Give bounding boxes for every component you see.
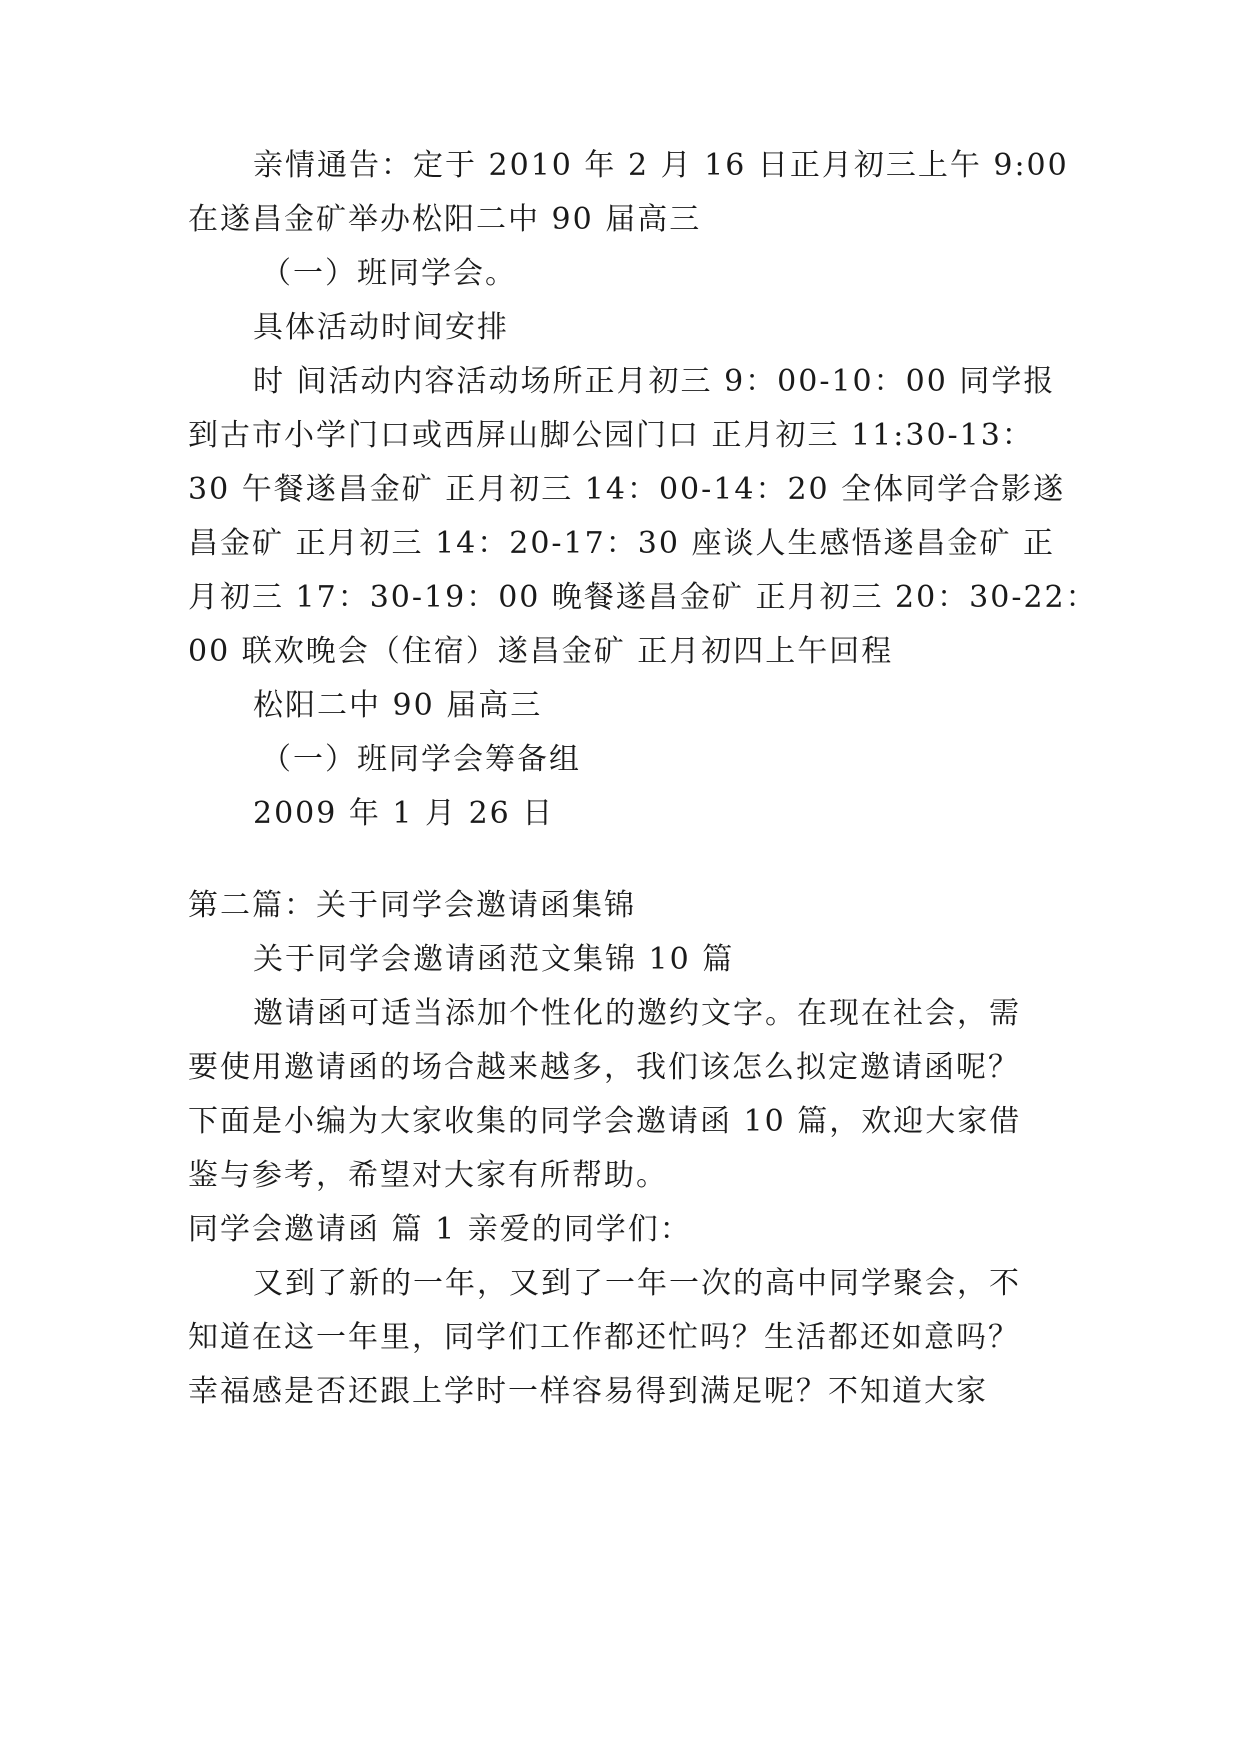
- notice-line-2: 在遂昌金矿举办松阳二中 90 届高三: [188, 202, 702, 237]
- letter-line-2: 知道在这一年里，同学们工作都还忙吗？生活都还如意吗？: [188, 1320, 1020, 1355]
- signature-date: 2009 年 1 月 26 日: [253, 796, 555, 831]
- signature-group: （一）班同学会筹备组: [261, 742, 581, 777]
- intro-line-3: 下面是小编为大家收集的同学会邀请函 10 篇，欢迎大家借: [188, 1104, 1022, 1139]
- notice-line-1: 亲情通告：定于 2010 年 2 月 16 日正月初三上午 9:00: [253, 148, 1069, 183]
- schedule-line-3: 30 午餐遂昌金矿 正月初三 14：00-14：20 全体同学合影遂: [188, 472, 1066, 507]
- schedule-line-4: 昌金矿 正月初三 14：20-17：30 座谈人生感悟遂昌金矿 正: [188, 526, 1055, 561]
- signature-school: 松阳二中 90 届高三: [253, 688, 543, 723]
- schedule-line-6: 00 联欢晚会（住宿）遂昌金矿 正月初四上午回程: [188, 634, 894, 669]
- intro-line-1: 邀请函可适当添加个性化的邀约文字。在现在社会，需: [253, 996, 1021, 1031]
- schedule-line-2: 到古市小学门口或西屏山脚公园门口 正月初三 11:30-13：: [188, 418, 1034, 453]
- section-heading: 第二篇：关于同学会邀请函集锦: [188, 888, 636, 923]
- class-line: （一）班同学会。: [261, 256, 517, 291]
- letter-line-3: 幸福感是否还跟上学时一样容易得到满足呢？不知道大家: [188, 1374, 988, 1409]
- letter-heading: 同学会邀请函 篇 1 亲爱的同学们：: [188, 1212, 692, 1247]
- intro-line-2: 要使用邀请函的场合越来越多，我们该怎么拟定邀请函呢？: [188, 1050, 1020, 1085]
- schedule-line-5: 月初三 17：30-19：00 晚餐遂昌金矿 正月初三 20：30-22：: [188, 580, 1098, 615]
- section-subtitle: 关于同学会邀请函范文集锦 10 篇: [253, 942, 735, 977]
- intro-line-4: 鉴与参考，希望对大家有所帮助。: [188, 1158, 668, 1193]
- schedule-heading: 具体活动时间安排: [253, 310, 509, 345]
- schedule-line-1: 时 间活动内容活动场所正月初三 9：00-10：00 同学报: [253, 364, 1056, 399]
- letter-line-1: 又到了新的一年，又到了一年一次的高中同学聚会，不: [253, 1266, 1021, 1301]
